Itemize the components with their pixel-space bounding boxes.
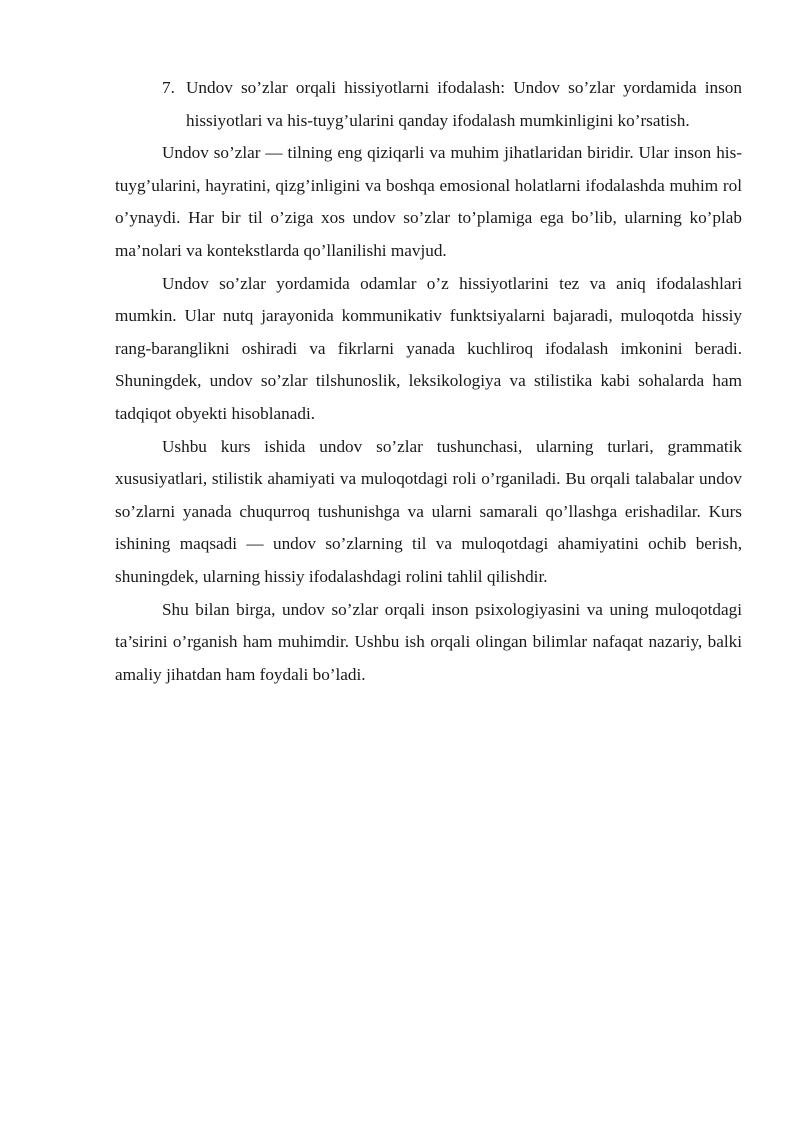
paragraph-functions: Undov so’zlar yordamida odamlar o’z hissiyotlarini tez va aniq ifodalashlari mumkin. Ular nutq jarayonida kommunikativ funktsiyalarni bajaradi, muloqotda hissiy rang-baranglikni oshiradi va fikrlarni yanada kuchliroq ifodalash imkonini beradi. Shuningdek, undov so’zlar tilshunoslik, leksikologiya va stilistika kabi sohalarda ham tadqiqot obyekti hisoblanadi. xyxy=(115,273,742,423)
paragraph-conclusion: Shu bilan birga, undov so’zlar orqali inson psixologiyasini va uning muloqotdagi ta’sirini o’rganish ham muhimdir. Ushbu ish orqali olingan bilimlar nafaqat nazariy, balki amaliy jihatdan ham foydali bo’ladi. xyxy=(115,599,742,684)
paragraph-intro: Undov so’zlar — tilning eng qiziqarli va muhim jihatlaridan biridir. Ular inson his-tuyg’ularini, hayratini, qizg’inligini va boshqa emosional holatlarni ifodalashda muhim rol o’ynaydi. Har bir til o’ziga xos undov so’zlar to’plamiga ega bo’lib, ularning ko’plab ma’nolari va kontekstlarda qo’llanilishi mavjud. xyxy=(115,143,742,260)
list-item-7 xyxy=(115,72,742,137)
list-number: 7. xyxy=(162,78,175,97)
page-content xyxy=(115,72,742,691)
list-item-text: Undov so’zlar orqali hissiyotlarni ifodalash: Undov so’zlar yordamida inson hissiyotlari va his-tuyg’ularini qanday ifodalash mumkinligini ko’rsatish. xyxy=(186,78,742,130)
paragraph-course-aim: Ushbu kurs ishida undov so’zlar tushunchasi, ularning turlari, grammatik xususiyatlari, stilistik ahamiyati va muloqotdagi roli o’rganiladi. Bu orqali talabalar undov so’zlarni yanada chuqurroq tushunishga va ularni samarali qo’llashga erishadilar. Kurs ishining maqsadi — undov so’zlarning til va muloqotdagi ahamiyatini ochib berish, shuningdek, ularning hissiy ifodalashdagi rolini tahlil qilishdir. xyxy=(115,436,742,586)
